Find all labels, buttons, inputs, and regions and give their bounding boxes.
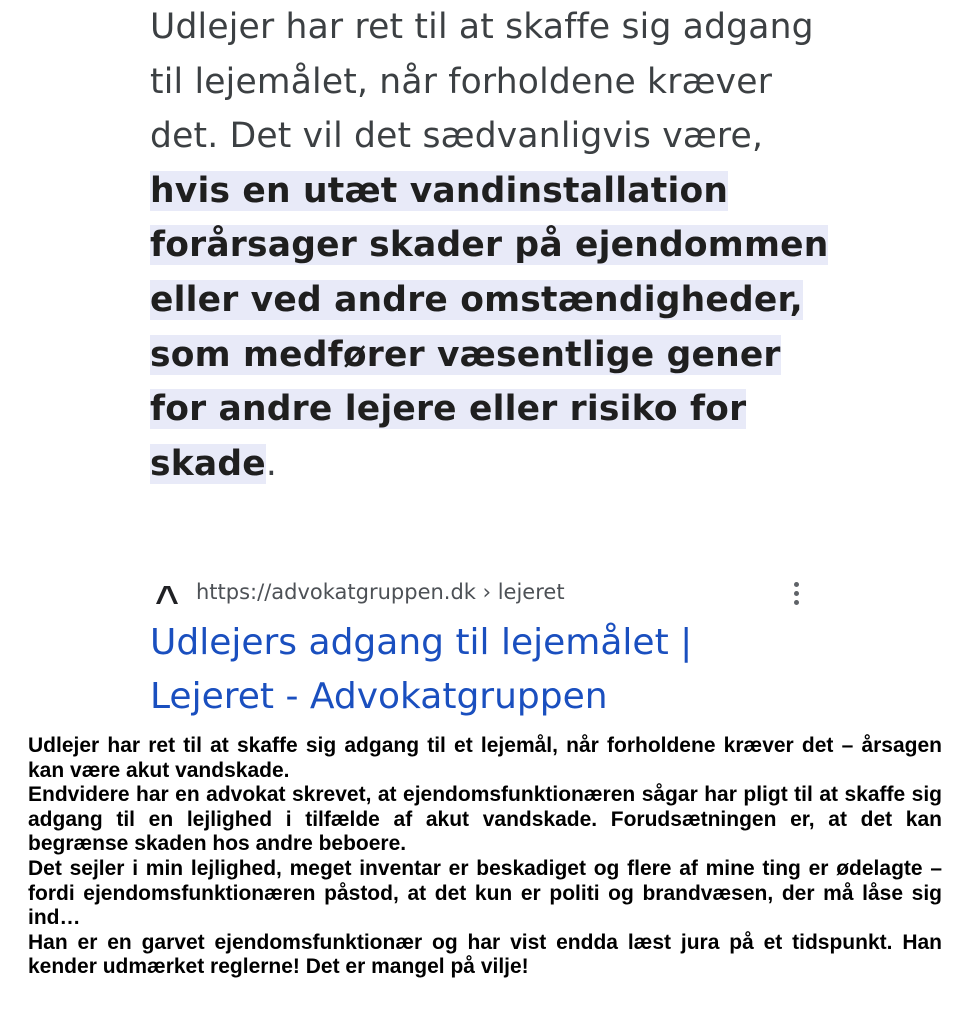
more-vert-icon[interactable] xyxy=(788,580,804,608)
caption-paragraph: Det sejler i min lejlighed, meget inventar er beskadiget og flere af mine ting er ødelagte – fordi ejendomsfunktionæren påstod, at det kun er politi og brandvæsen, der må låse sig ind… xyxy=(28,856,942,930)
snippet-end-text: . xyxy=(265,443,278,484)
snippet-highlighted-text: hvis en utæt vandinstallation forårsager skader på ejendommen eller ved andre omstændigheder, som medfører væsentlige gener for andre lejere eller risiko for skade xyxy=(150,170,829,484)
caption-text xyxy=(28,734,942,980)
result-url[interactable]: https://advokatgruppen.dk › lejeret xyxy=(196,580,565,604)
snippet-text xyxy=(150,0,830,491)
result-source-row[interactable] xyxy=(150,574,810,614)
advokatgruppen-logo-icon xyxy=(154,582,180,606)
snippet-plain-text: Udlejer har ret til at skaffe sig adgang til lejemålet, når forholdene kræver det. Det vil det sædvanligvis være, xyxy=(150,7,814,157)
caption-paragraph: Han er en garvet ejendomsfunktionær og har vist endda læst jura på et tidspunkt. Han kender udmærket reglerne! Det er mangel på vilje! xyxy=(28,930,942,979)
featured-snippet xyxy=(150,0,830,491)
caption-paragraph: Endvidere har en advokat skrevet, at ejendomsfunktionæren sågar har pligt til at skaffe sig adgang til en lejlighed i tilfælde af akut vandskade. Forudsætningen er, at det kan begrænse skaden hos andre beboere. xyxy=(28,783,942,856)
caption-paragraph: Udlejer har ret til at skaffe sig adgang til et lejemål, når forholdene kræver det – årsagen kan være akut vandskade. xyxy=(28,734,942,782)
result-title-link[interactable]: Udlejers adgang til lejemålet | Lejeret - Advokatgruppen xyxy=(150,622,693,717)
